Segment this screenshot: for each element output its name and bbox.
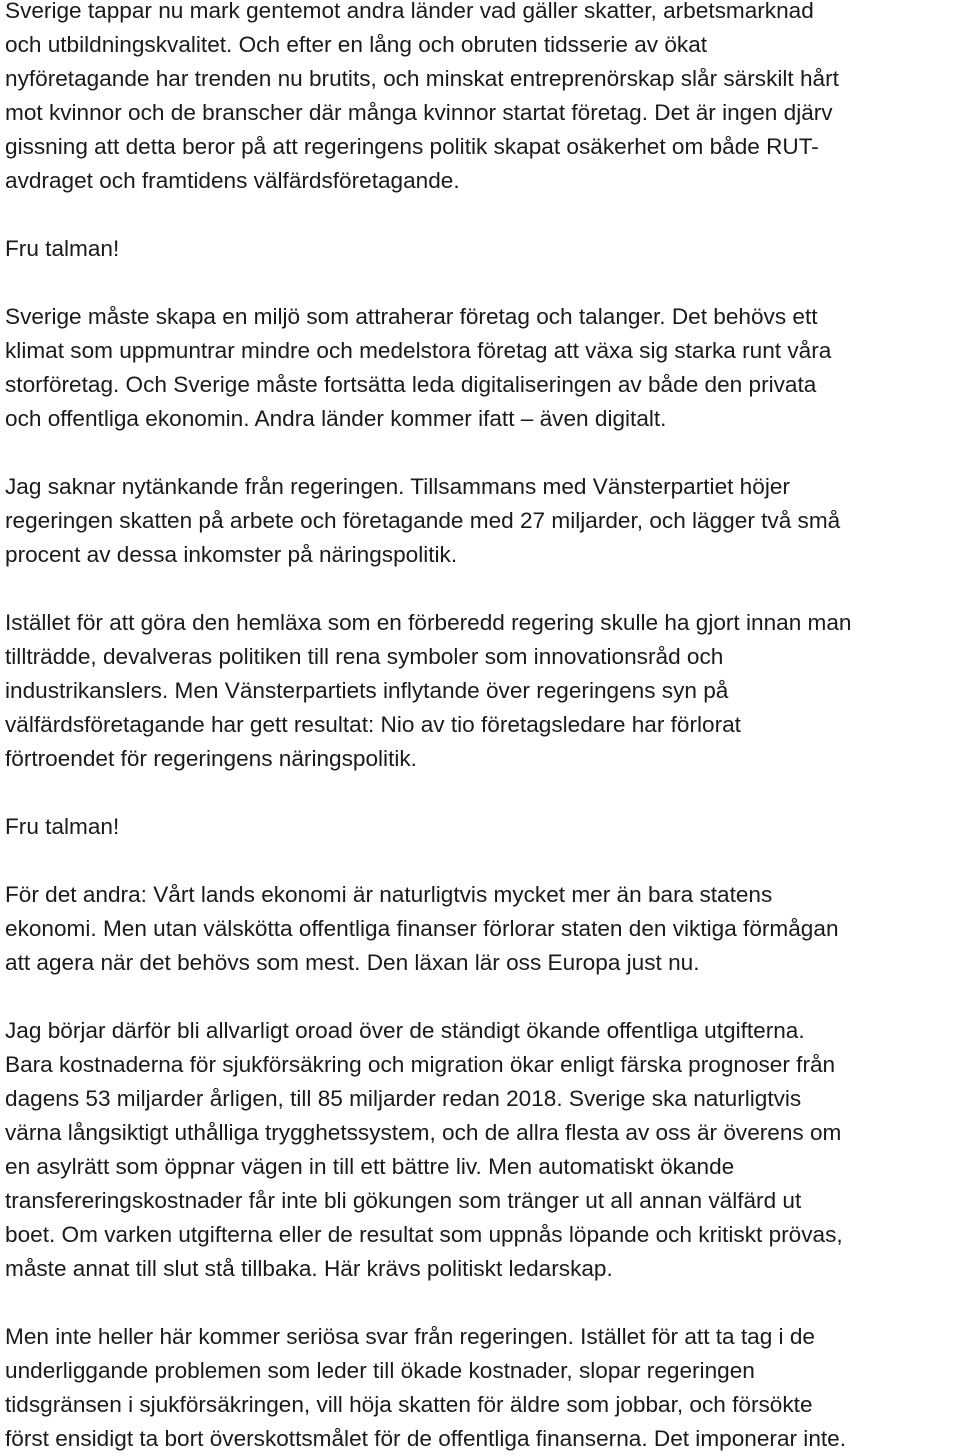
text-line: Men inte heller här kommer seriösa svar från regeringen. Istället för att ta tag i de <box>5 1324 815 1349</box>
paragraph-gap <box>5 980 960 1014</box>
text-line: Jag börjar därför bli allvarligt oroad över de ständigt ökande offentliga utgifterna. <box>5 1018 805 1043</box>
text-line: nyföretagande har trenden nu brutits, och minskat entreprenörskap slår särskilt hårt <box>5 66 839 91</box>
text-line: storföretag. Och Sverige måste fortsätta leda digitaliseringen av både den privata <box>5 372 817 397</box>
paragraph <box>5 606 960 776</box>
text-line: Bara kostnaderna för sjukförsäkring och migration ökar enligt färska prognoser från <box>5 1052 836 1077</box>
text-line: procent av dessa inkomster på näringspolitik. <box>5 542 458 567</box>
paragraph <box>5 300 960 436</box>
paragraph <box>5 232 960 266</box>
text-line: transfereringskostnader får inte bli gökungen som tränger ut all annan välfärd ut <box>5 1188 802 1213</box>
paragraph-gap <box>5 1286 960 1320</box>
text-line: tidsgränsen i sjukförsäkringen, vill höja skatten för äldre som jobbar, och försökte <box>5 1392 813 1417</box>
text-line: att agera när det behövs som mest. Den läxan lär oss Europa just nu. <box>5 950 700 975</box>
text-line: förtroendet för regeringens näringspolitik. <box>5 746 417 771</box>
text-line: en asylrätt som öppnar vägen in till ett bättre liv. Men automatiskt ökande <box>5 1154 735 1179</box>
text-line: För det andra: Vårt lands ekonomi är naturligtvis mycket mer än bara statens <box>5 882 773 907</box>
text-line: Fru talman! <box>5 814 120 839</box>
document-page <box>5 0 960 1456</box>
paragraph <box>5 878 960 980</box>
text-line: och offentliga ekonomin. Andra länder kommer ifatt – även digitalt. <box>5 406 667 431</box>
paragraph-gap <box>5 266 960 300</box>
text-line: regeringen skatten på arbete och företagande med 27 miljarder, och lägger två små <box>5 508 841 533</box>
paragraph <box>5 1320 960 1456</box>
text-line: dagens 53 miljarder årligen, till 85 miljarder redan 2018. Sverige ska naturligtvis <box>5 1086 802 1111</box>
paragraph-gap <box>5 436 960 470</box>
text-line: måste annat till slut stå tillbaka. Här krävs politiskt ledarskap. <box>5 1256 613 1281</box>
text-line: industrikanslers. Men Vänsterpartiets inflytande över regeringens syn på <box>5 678 729 703</box>
text-line: klimat som uppmuntrar mindre och medelstora företag att växa sig starka runt våra <box>5 338 832 363</box>
text-line: avdraget och framtidens välfärdsföretagande. <box>5 168 460 193</box>
text-line: gissning att detta beror på att regeringens politik skapat osäkerhet om både RUT- <box>5 134 819 159</box>
paragraph-gap <box>5 198 960 232</box>
paragraph <box>5 0 960 198</box>
paragraph-gap <box>5 776 960 810</box>
paragraph <box>5 810 960 844</box>
text-line: tillträdde, devalveras politiken till rena symboler som innovationsråd och <box>5 644 724 669</box>
text-line: Sverige måste skapa en miljö som attraherar företag och talanger. Det behövs ett <box>5 304 818 329</box>
paragraph <box>5 1014 960 1286</box>
text-line: och utbildningskvalitet. Och efter en lång och obruten tidsserie av ökat <box>5 32 708 57</box>
text-line: Jag saknar nytänkande från regeringen. Tillsammans med Vänsterpartiet höjer <box>5 474 790 499</box>
text-line: mot kvinnor och de branscher där många kvinnor startat företag. Det är ingen djärv <box>5 100 833 125</box>
text-line: Istället för att göra den hemläxa som en förberedd regering skulle ha gjort innan man <box>5 610 852 635</box>
document-body <box>5 0 960 1456</box>
text-line: välfärdsföretagande har gett resultat: Nio av tio företagsledare har förlorat <box>5 712 741 737</box>
text-line: boet. Om varken utgifterna eller de resultat som uppnås löpande och kritiskt prövas, <box>5 1222 843 1247</box>
text-line: Fru talman! <box>5 236 120 261</box>
text-line: underliggande problemen som leder till ökade kostnader, slopar regeringen <box>5 1358 755 1383</box>
text-line: värna långsiktigt uthålliga trygghetssystem, och de allra flesta av oss är överens om <box>5 1120 842 1145</box>
text-line: ekonomi. Men utan välskötta offentliga finanser förlorar staten den viktiga förmågan <box>5 916 839 941</box>
text-line: först ensidigt ta bort överskottsmålet för de offentliga finanserna. Det imponerar inte. <box>5 1426 847 1451</box>
paragraph <box>5 470 960 572</box>
paragraph-gap <box>5 844 960 878</box>
paragraph-gap <box>5 572 960 606</box>
text-line: Sverige tappar nu mark gentemot andra länder vad gäller skatter, arbetsmarknad <box>5 0 814 23</box>
